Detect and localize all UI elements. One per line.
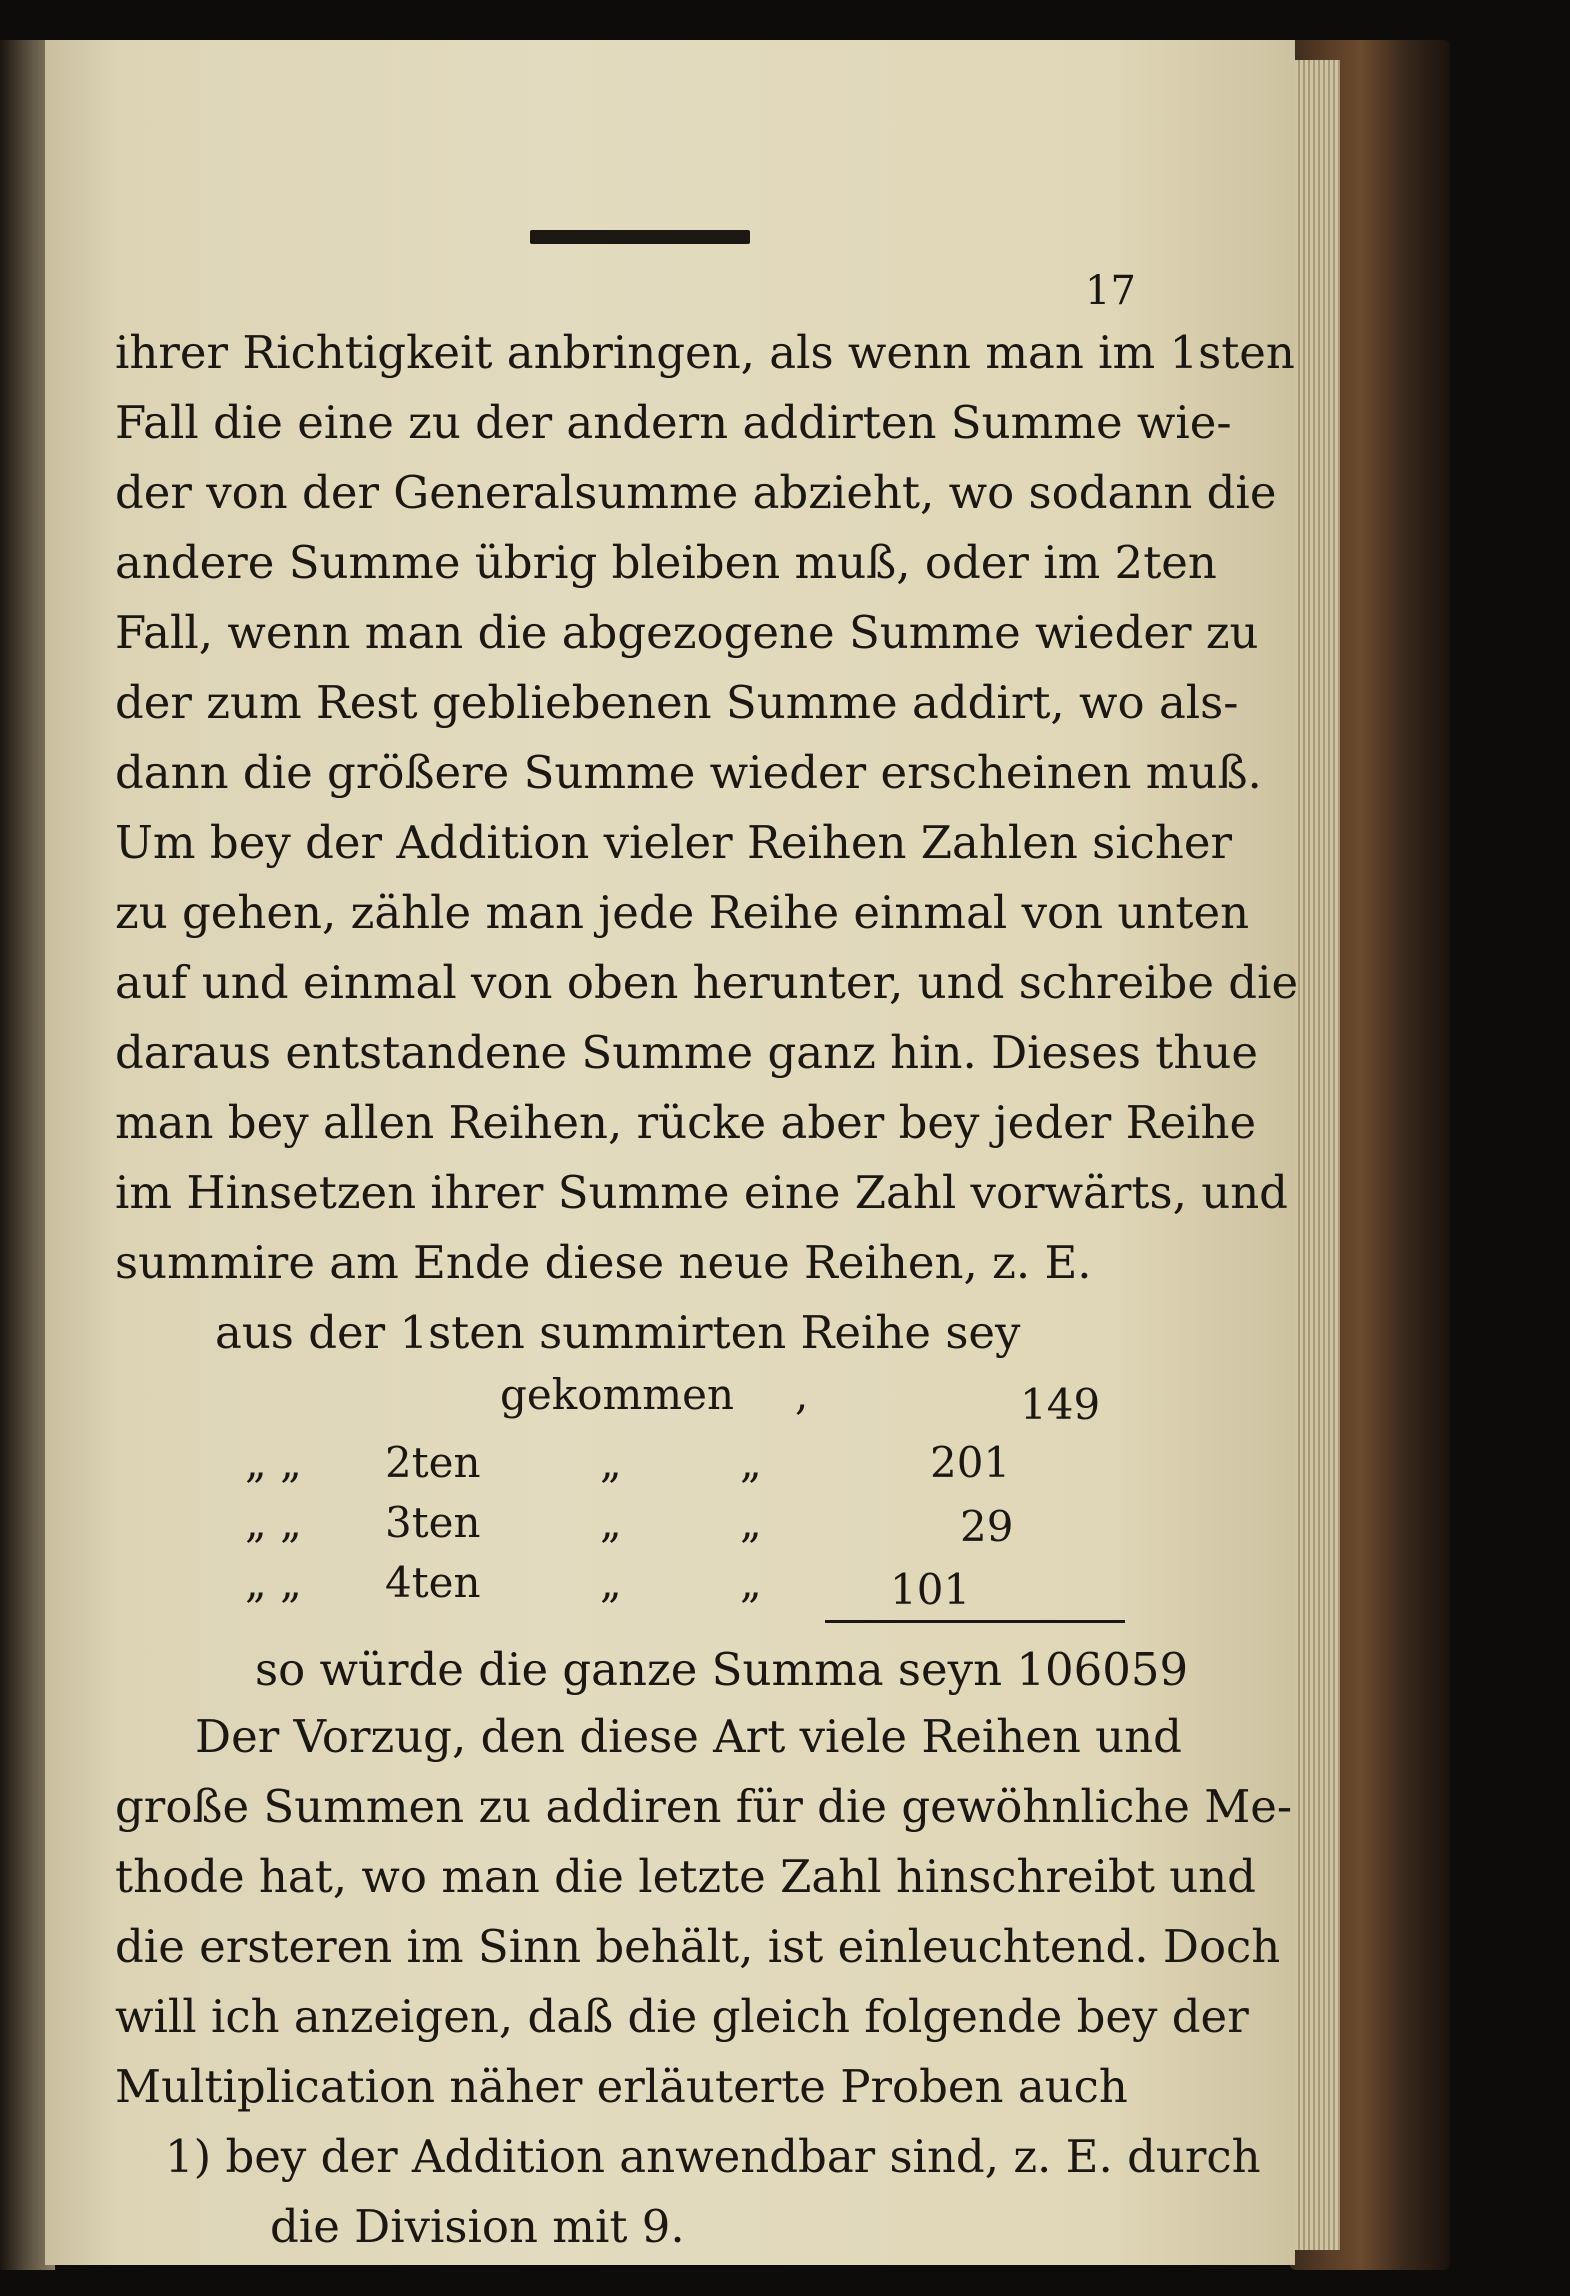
- example-label: 3ten: [385, 1498, 481, 1547]
- header-rule: [530, 230, 750, 244]
- text-line: 1) bey der Addition anwendbar sind, z. E. durch: [165, 2130, 1261, 2183]
- text-line: man bey allen Reihen, rücke aber bey jeder Reihe: [115, 1096, 1257, 1149]
- example-value: 29: [960, 1502, 1014, 1551]
- text-line: thode hat, wo man die letzte Zahl hinschreibt und: [115, 1850, 1256, 1903]
- text-line: auf und einmal von oben herunter, und schreibe die: [115, 956, 1299, 1009]
- example-value: 101: [890, 1565, 971, 1614]
- total-line: so würde die ganze Summa seyn 106059: [255, 1643, 1189, 1696]
- example-value: 201: [930, 1438, 1011, 1487]
- text-line: der zum Rest gebliebenen Summe addirt, wo als-: [115, 676, 1239, 729]
- text-line: Fall, wenn man die abgezogene Summe wieder zu: [115, 606, 1259, 659]
- text-line: will ich anzeigen, daß die gleich folgende bey der: [115, 1990, 1249, 2043]
- text-line: die Division mit 9.: [270, 2200, 685, 2253]
- text-line: Um bey der Addition vieler Reihen Zahlen sicher: [115, 816, 1232, 869]
- example-intro: aus der 1sten summirten Reihe sey: [215, 1306, 1021, 1359]
- example-label: 4ten: [385, 1558, 481, 1607]
- example-mark: „: [740, 1438, 762, 1487]
- text-line: im Hinsetzen ihrer Summe eine Zahl vorwärts, und: [115, 1166, 1288, 1219]
- text-line: andere Summe übrig bleiben muß, oder im 2ten: [115, 536, 1217, 589]
- text-line: Multiplication näher erläuterte Proben auch: [115, 2060, 1128, 2113]
- example-value: 149: [1020, 1380, 1101, 1429]
- page-number: 17: [1085, 268, 1136, 314]
- example-marks: „ „: [245, 1558, 302, 1607]
- text-line: dann die größere Summe wieder erscheinen muß.: [115, 746, 1262, 799]
- text-line: zu gehen, zähle man jede Reihe einmal von unten: [115, 886, 1250, 939]
- text-line: die ersteren im Sinn behält, ist einleuchtend. Doch: [115, 1920, 1281, 1973]
- text-line: der von der Generalsumme abzieht, wo sodann die: [115, 466, 1277, 519]
- example-mark: „: [600, 1558, 622, 1607]
- text-line: Der Vorzug, den diese Art viele Reihen und: [195, 1710, 1182, 1763]
- text-line: summire am Ende diese neue Reihen, z. E.: [115, 1236, 1092, 1289]
- book-page: [45, 40, 1299, 2265]
- example-mark: „: [740, 1558, 762, 1607]
- example-mark: „: [740, 1498, 762, 1547]
- example-label: gekommen: [500, 1370, 735, 1419]
- example-label: 2ten: [385, 1438, 481, 1487]
- text-line: ihrer Richtigkeit anbringen, als wenn man im 1sten: [115, 326, 1295, 379]
- text-line: daraus entstandene Summe ganz hin. Dieses thue: [115, 1026, 1258, 1079]
- example-mark: „: [600, 1498, 622, 1547]
- example-mark: „: [600, 1438, 622, 1487]
- sum-rule: [825, 1620, 1125, 1623]
- text-line: Fall die eine zu der andern addirten Summe wie-: [115, 396, 1232, 449]
- example-marks: „ „: [245, 1438, 302, 1487]
- text-line: große Summen zu addiren für die gewöhnliche Me-: [115, 1780, 1293, 1833]
- example-mark: ,: [795, 1370, 809, 1419]
- example-marks: „ „: [245, 1498, 302, 1547]
